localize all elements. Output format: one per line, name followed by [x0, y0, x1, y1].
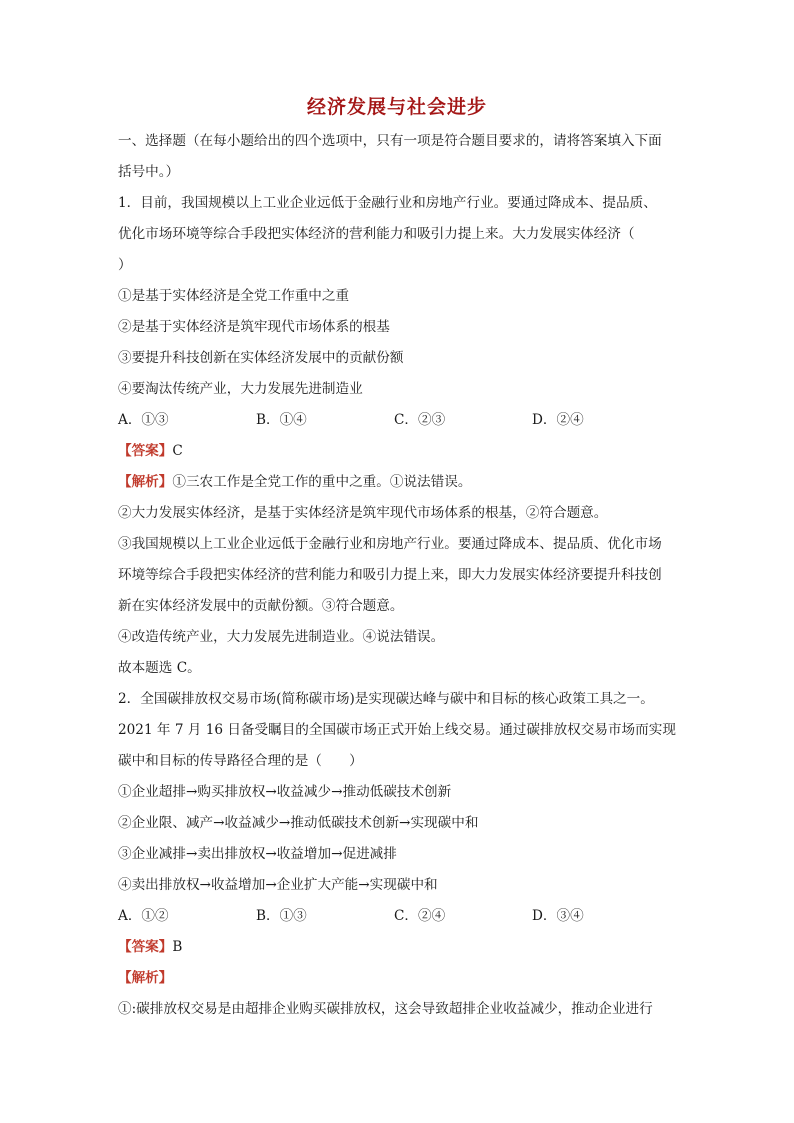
q2-statement-1: ①企业超排→购买排放权→收益减少→推动低碳技术创新: [118, 784, 452, 800]
q1-statement-2: ②是基于实体经济是筑牢现代市场体系的根基: [118, 319, 390, 335]
q2-stem-line-2: 2021 年 7 月 16 日备受瞩目的全国碳市场正式开始上线交易。通过碳排放权交易市场而实现: [118, 722, 676, 738]
q1-answer: [118, 436, 684, 467]
q1-stem-line-2: 优化市场环境等综合手段把实体经济的营利能力和吸引力提上来。大力发展实体经济（: [118, 226, 635, 242]
q1-answer-value: C: [172, 443, 183, 459]
q2-option-a: A．①②: [118, 908, 169, 924]
q2-answer-label: 【答案】: [118, 939, 173, 955]
q2-option-b: B．①③: [256, 908, 307, 924]
q2-statement-4: ④卖出排放权→收益增加→企业扩大产能→实现碳中和: [118, 877, 438, 893]
q2-option-c: C．②④: [394, 908, 446, 924]
q1-analysis-line-1: [118, 467, 684, 498]
q2-analysis-label: 【解析】: [118, 970, 173, 986]
q1-analysis-line-7: 故本题选 C。: [118, 660, 201, 676]
q1-analysis-line-4: 环境等综合手段把实体经济的营利能力和吸引力提上来，即大力发展实体经济要提升科技创: [118, 567, 662, 583]
q2-option-d: D．③④: [532, 908, 584, 924]
q1-statement-4: ④要淘汰传统产业，大力发展先进制造业: [118, 381, 363, 397]
q2-stem-line-1: 2．全国碳排放权交易市场(简称碳市场)是实现碳达峰与碳中和目标的核心政策工具之一。: [118, 691, 654, 707]
q2-statement-2: ②企业限、减产→收益减少→推动低碳技术创新→实现碳中和: [118, 815, 479, 831]
q2-analysis-heading: [118, 963, 684, 994]
q1-option-b: B．①④: [256, 412, 307, 428]
q2-answer: [118, 932, 684, 963]
q1-stem-line-1: 1．目前，我国规模以上工业企业远低于金融行业和房地产行业。要通过降成本、提品质、: [118, 195, 657, 211]
q2-options: [118, 901, 684, 932]
q2-statement-3: ③企业减排→卖出排放权→收益增加→促进减排: [118, 846, 397, 862]
q1-option-d: D．②④: [532, 412, 584, 428]
q1-analysis-text-1: ①三农工作是全党工作的重中之重。①说法错误。: [172, 474, 472, 490]
q2-stem-line-3: 碳中和目标的传导路径合理的是（ ）: [118, 753, 363, 769]
q1-option-c: C．②③: [394, 412, 446, 428]
q1-options: [118, 405, 684, 436]
q2-analysis-line-1: ①:碳排放权交易是由超排企业购买碳排放权，这会导致超排企业收益减少，推动企业进行: [118, 1001, 653, 1017]
q1-stem-line-3: ）: [118, 257, 132, 273]
q1-answer-label: 【答案】: [118, 443, 173, 459]
document-body: [118, 126, 684, 1025]
q1-analysis-line-3: ③我国规模以上工业企业远低于金融行业和房地产行业。要通过降成本、提品质、优化市场: [118, 536, 662, 552]
q1-statement-3: ③要提升科技创新在实体经济发展中的贡献份额: [118, 350, 404, 366]
section-instruction-line-1: 一、选择题（在每小题给出的四个选项中，只有一项是符合题目要求的，请将答案填入下面: [118, 133, 662, 149]
q1-analysis-line-6: ④改造传统产业，大力发展先进制造业。④说法错误。: [118, 629, 445, 645]
q1-option-a: A．①③: [118, 412, 169, 428]
q1-analysis-label: 【解析】: [118, 474, 173, 490]
section-instruction-line-2: 括号中。）: [118, 164, 180, 180]
q1-analysis-line-2: ②大力发展实体经济，是基于实体经济是筑牢现代市场体系的根基，②符合题意。: [118, 505, 608, 521]
document-title: 经济发展与社会进步: [306, 96, 487, 118]
q2-answer-value: B: [172, 939, 183, 955]
q1-analysis-line-5: 新在实体经济发展中的贡献份额。③符合题意。: [118, 598, 404, 614]
q1-statement-1: ①是基于实体经济是全党工作重中之重: [118, 288, 350, 304]
